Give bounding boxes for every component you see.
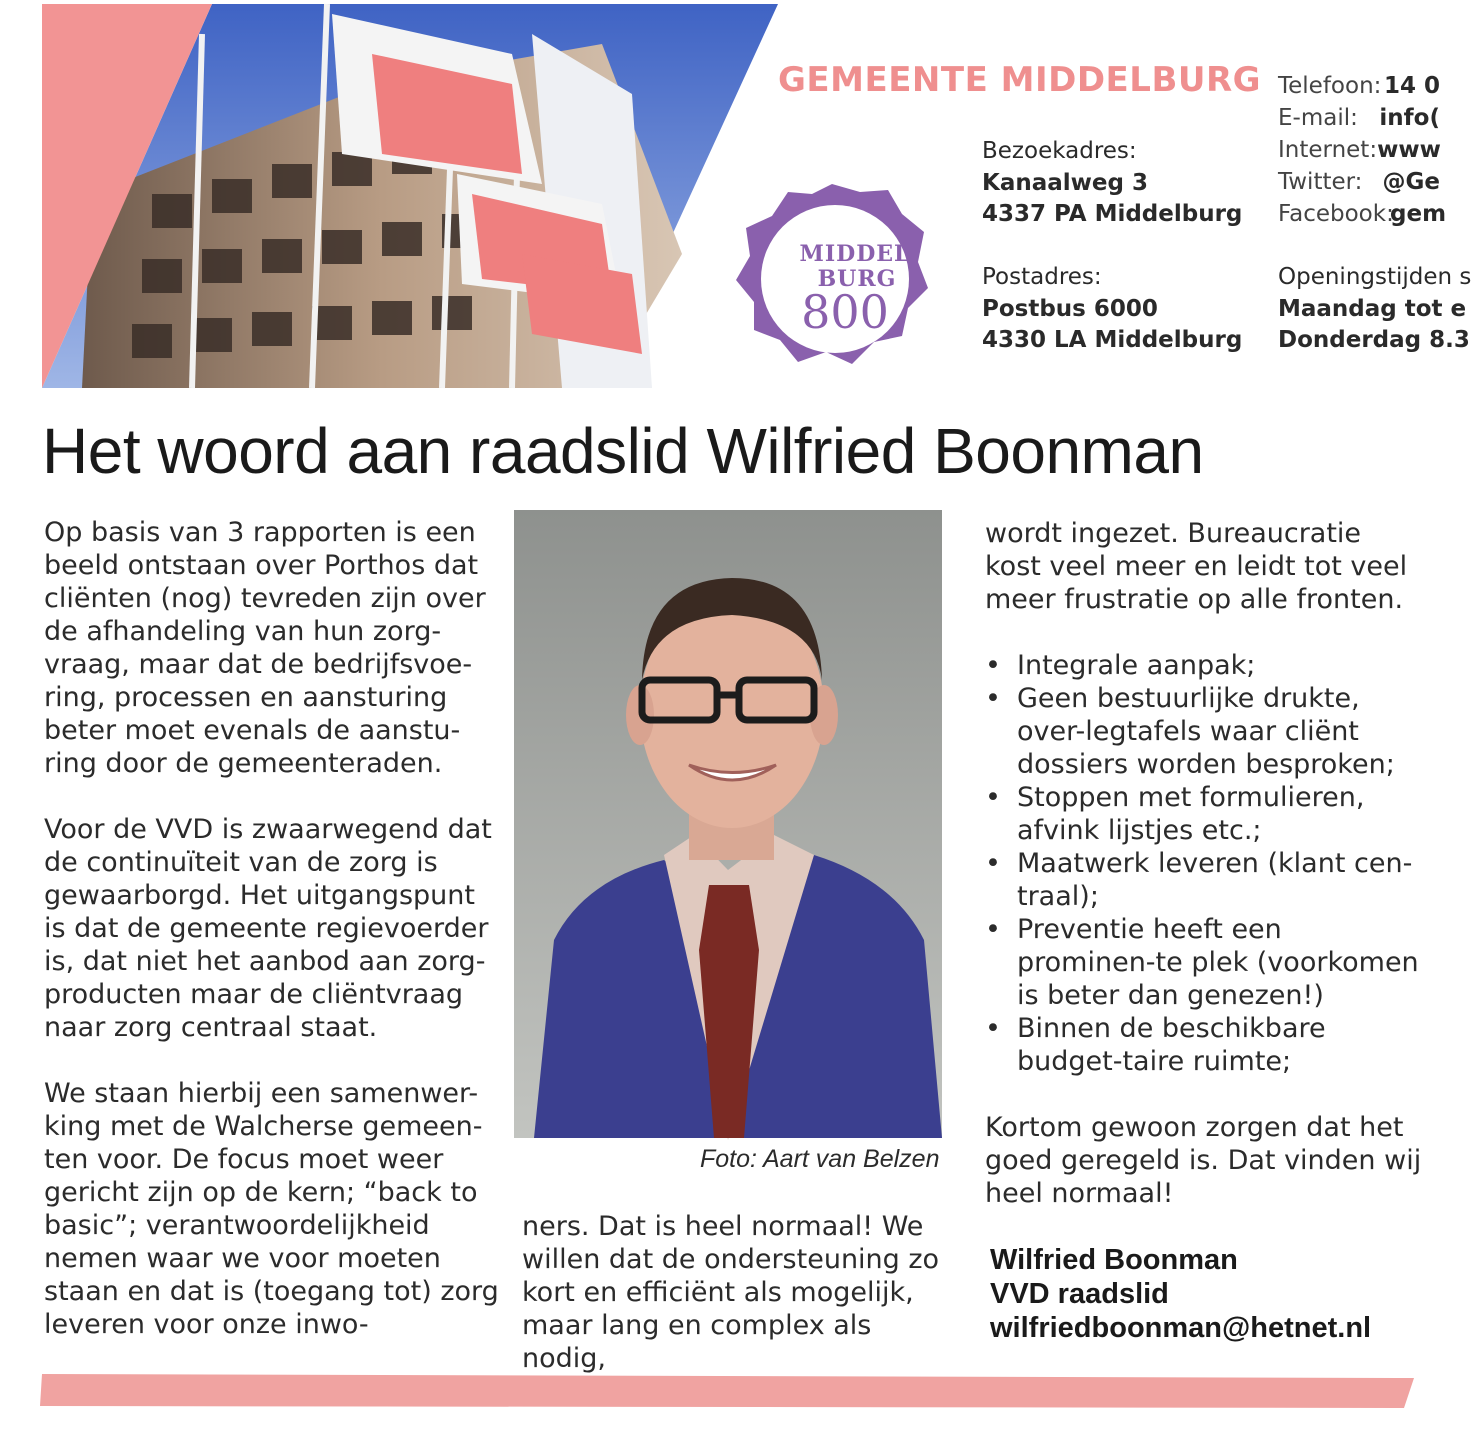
signature: [990, 1243, 1371, 1345]
contact-value: 14 0: [1383, 73, 1440, 99]
contact-value: www: [1377, 137, 1441, 163]
article-paragraph: Voor de VVD is zwaarwegend dat de continuïteit van de zorg is gewaarborgd. Het uitgangspunt is dat de gemeente regievoerder is, dat niet het aanbod aan zorg-producten maar de cliëntvraag naar zorg centraal staat.: [44, 814, 492, 1043]
article-left-column: [44, 516, 504, 1374]
portrait-photo: [514, 510, 942, 1138]
visit-address-street: Kanaalweg 3: [982, 169, 1148, 196]
article-paragraph: Op basis van 3 rapporten is een beeld ontstaan over Porthos dat cliënten (nog) tevreden zijn over de afhandeling van hun zorg-vraag, maar dat de bedrijfsvoe-ring, processen en aansturing beter moet evenals de aanstu-ring door de gemeenteraden.: [44, 517, 486, 779]
post-address-box: Postbus 6000: [982, 295, 1158, 322]
opening-hours-line1: Maandag tot e: [1278, 295, 1467, 322]
list-item: • Geen bestuurlijke drukte, over-legtafels waar cliënt dossiers worden besproken;: [985, 682, 1425, 781]
contact-value: info(: [1379, 105, 1440, 131]
header-photo: [42, 4, 778, 388]
list-item: • Binnen de beschikbare budget-taire ruimte;: [985, 1012, 1425, 1078]
contact-block: [1278, 70, 1447, 230]
list-item: • Integrale aanpak;: [985, 649, 1425, 682]
post-address-label: Postadres:: [982, 264, 1102, 290]
middelburg-800-seal: [732, 180, 932, 370]
signature-name: Wilfried Boonman: [990, 1244, 1238, 1276]
contact-label: Facebook:: [1278, 201, 1394, 227]
contact-label: Twitter:: [1278, 169, 1363, 195]
contact-row-facebook: [1278, 198, 1447, 230]
footer-band: [40, 1374, 1414, 1408]
org-name: GEMEENTE MIDDELBURG: [778, 60, 1262, 100]
article-paragraph: ners. Dat is heel normaal! We willen dat de ondersteuning zo kort en efficiënt als mogelijk, maar lang en complex als nodig,: [522, 1211, 940, 1374]
visit-address: [982, 136, 1242, 231]
contact-row-internet: [1278, 134, 1440, 166]
article-paragraph: wordt ingezet. Bureaucratie kost veel meer en leidt tot veel meer frustratie op alle fronten.: [985, 518, 1408, 615]
contact-row-phone: [1278, 70, 1440, 102]
visit-address-city: 4337 PA Middelburg: [982, 201, 1243, 227]
signature-role: VVD raadslid: [990, 1278, 1169, 1310]
seal-line1: MIDDEL: [799, 241, 911, 267]
signature-email: wilfriedboonman@hetnet.nl: [990, 1312, 1372, 1344]
contact-row-email: [1278, 102, 1440, 134]
contact-value: @Ge: [1382, 169, 1440, 195]
article-paragraph: Kortom gewoon zorgen dat het goed geregeld is. Dat vinden wij heel normaal!: [985, 1112, 1422, 1209]
list-item: • Maatwerk leveren (klant cen-traal);: [985, 847, 1425, 913]
photo-credit: Foto: Aart van Belzen: [700, 1145, 940, 1173]
opening-hours: [1278, 262, 1471, 357]
list-item: • Stoppen met formulieren, afvink lijstjes etc.;: [985, 781, 1425, 847]
contact-label: Telefoon:: [1278, 73, 1382, 99]
seal-line3: 800: [801, 285, 889, 339]
list-item: • Preventie heeft een prominen-te plek (voorkomen is beter dan genezen!): [985, 913, 1425, 1012]
visit-address-label: Bezoekadres:: [982, 138, 1137, 164]
contact-label: Internet:: [1278, 137, 1378, 163]
article-headline: Het woord aan raadslid Wilfried Boonman: [42, 415, 1204, 487]
opening-hours-line2: Donderdag 8.3: [1278, 327, 1470, 353]
seal-line2: BURG: [817, 266, 897, 292]
bullet-list: [985, 649, 1425, 1078]
contact-row-twitter: [1278, 166, 1440, 198]
opening-hours-label: Openingstijden s: [1278, 264, 1471, 290]
post-address-city: 4330 LA Middelburg: [982, 327, 1243, 353]
article-right-column: [985, 517, 1425, 1243]
post-address: [982, 262, 1242, 357]
contact-value: gem: [1390, 201, 1447, 227]
contact-label: E-mail:: [1278, 105, 1358, 131]
article-paragraph: We staan hierbij een samenwer-king met de Walcherse gemeen-ten voor. De focus moet weer gericht zijn op de kern; “back to basic”; verantwoordelijkheid nemen waar we voor moeten staan en dat is (toegang tot) zorg leveren voor onze inwo-: [44, 1078, 499, 1340]
